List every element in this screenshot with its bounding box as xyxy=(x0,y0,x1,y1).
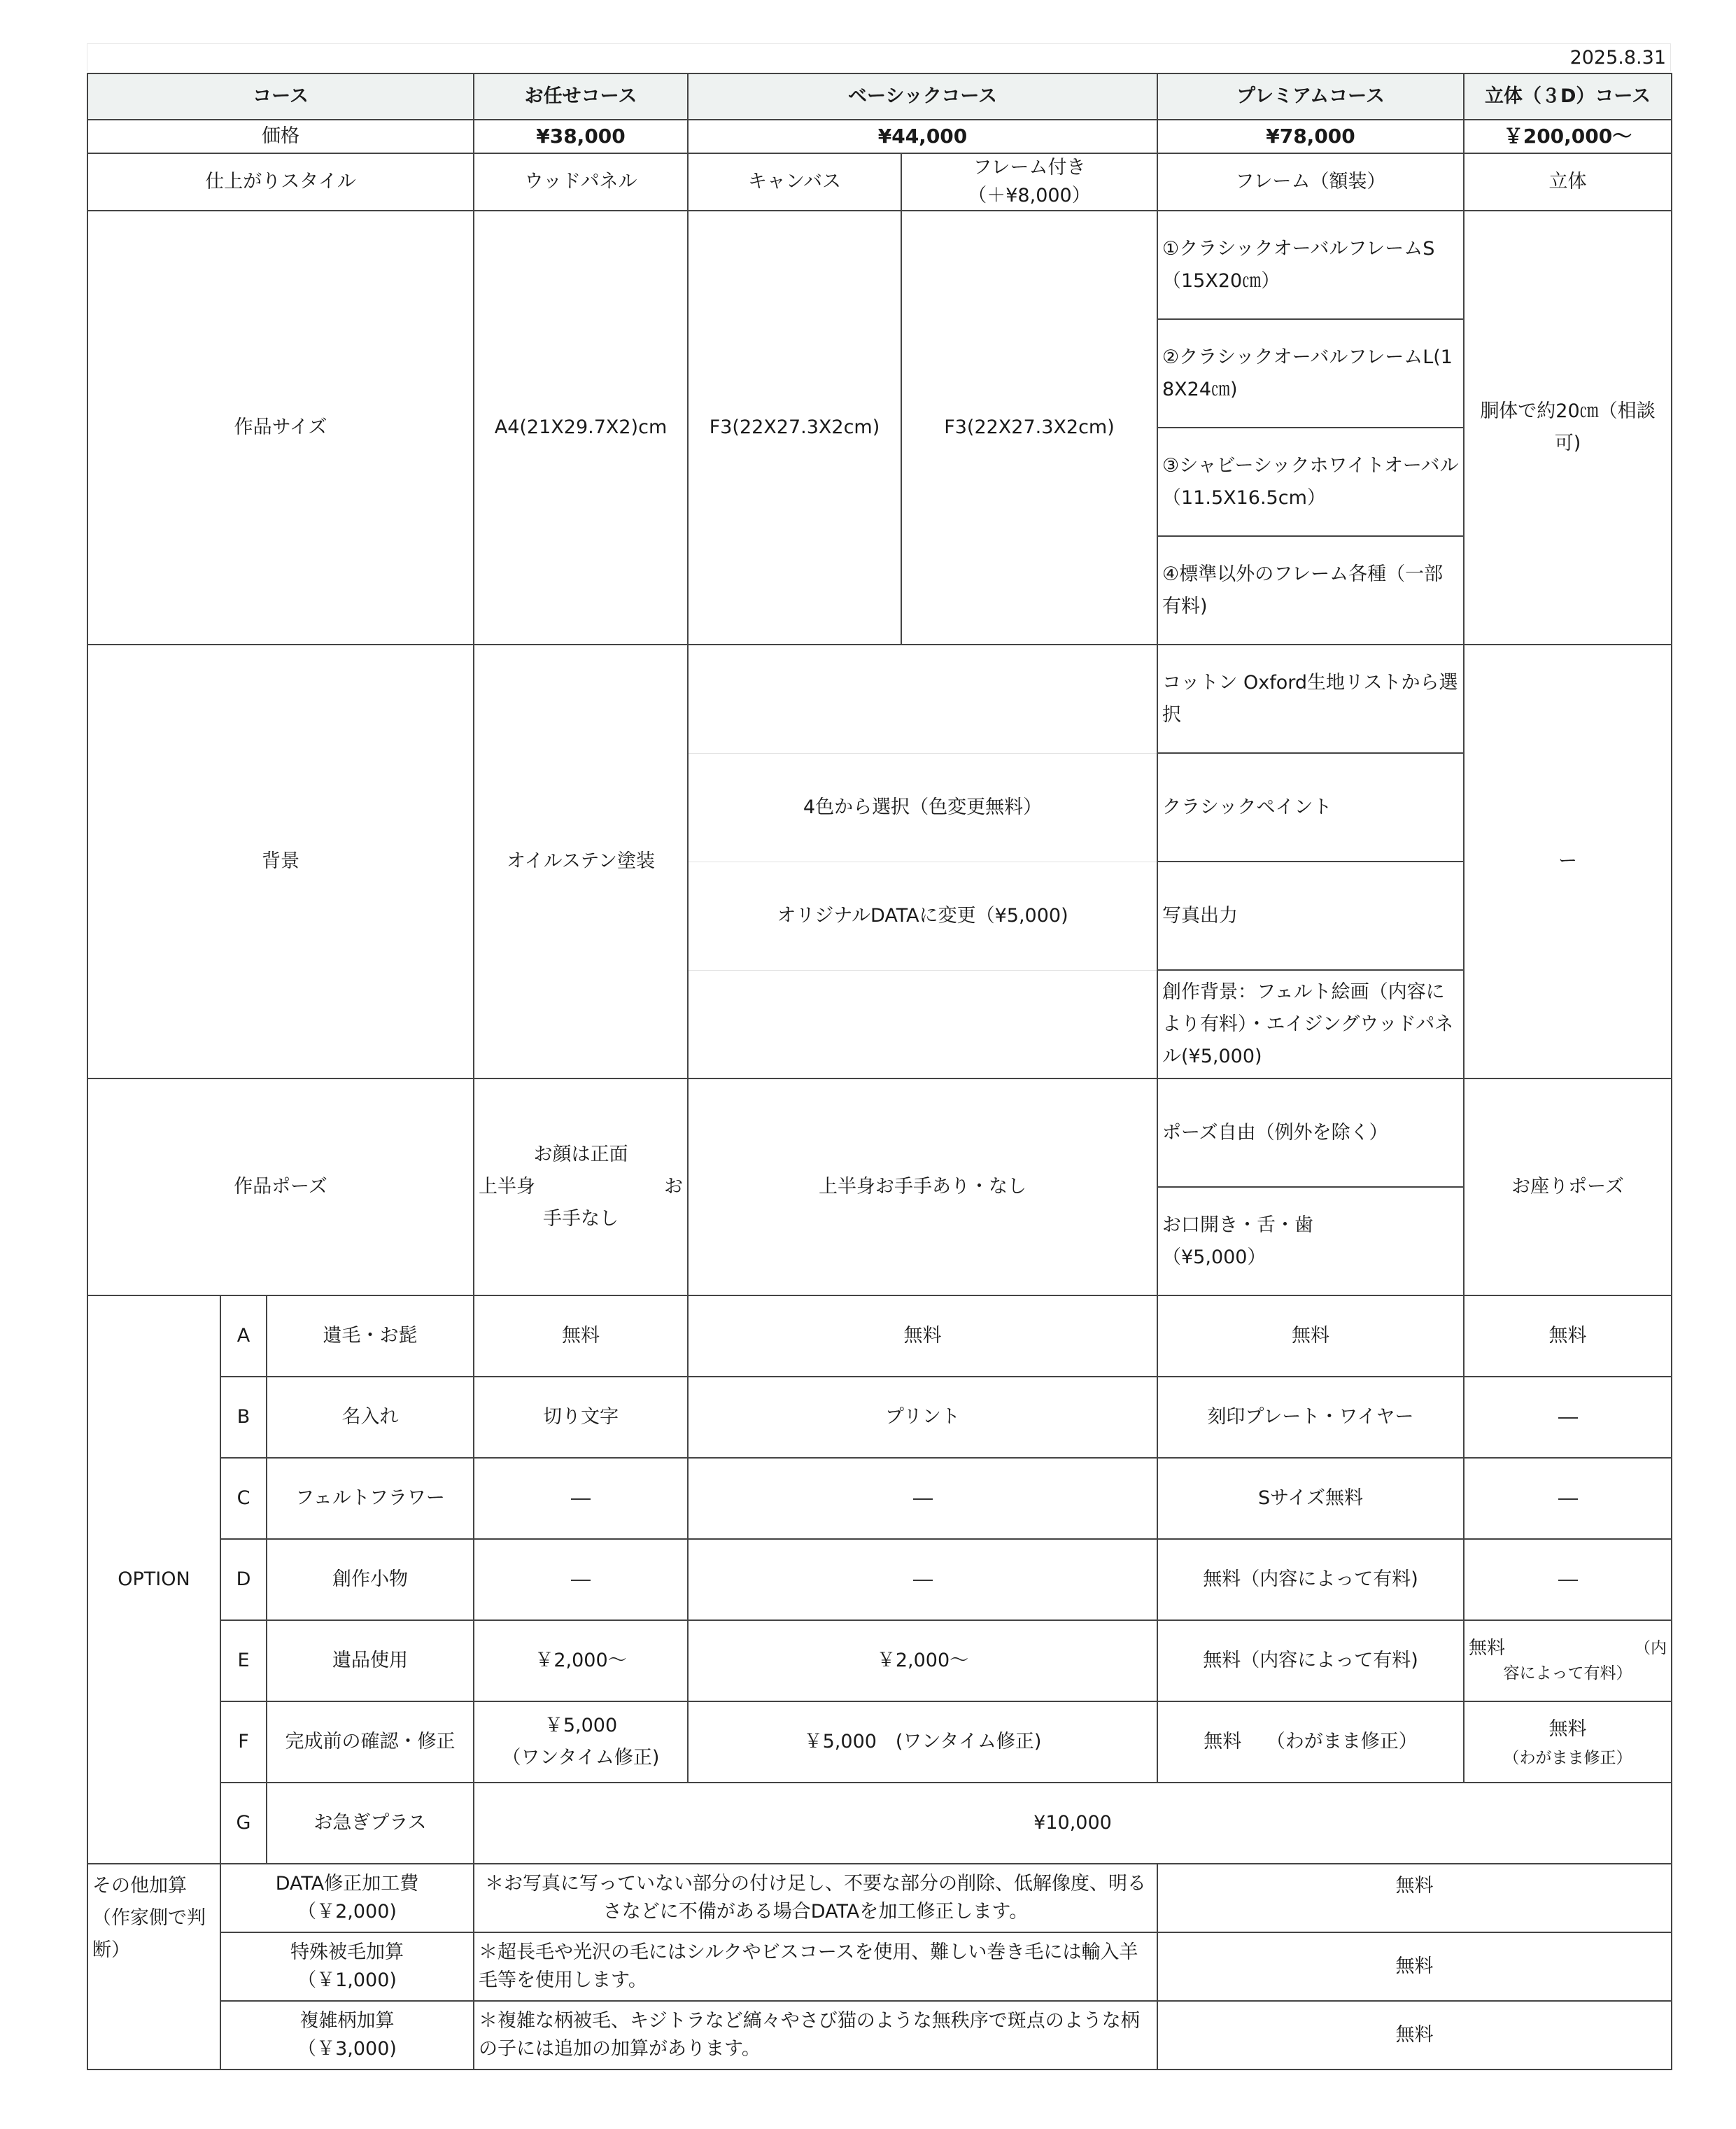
pose-rittai: お座りポーズ xyxy=(1464,1078,1672,1295)
option-f-omakase-line1: ￥5,000 xyxy=(544,1715,618,1736)
option-c-omakase xyxy=(474,1458,688,1539)
option-e-rittai xyxy=(1464,1620,1672,1701)
style-premium: フレーム（額装） xyxy=(1157,153,1464,211)
size-label: 作品サイズ xyxy=(87,211,474,645)
option-a-omakase: 無料 xyxy=(474,1295,688,1377)
extra-3-name xyxy=(220,2001,474,2070)
background-label: 背景 xyxy=(87,645,474,1078)
option-d-name: 創作小物 xyxy=(267,1539,474,1620)
size-basic-canvas: F3(22X27.3X2cm) xyxy=(688,211,901,645)
option-e-premium: 無料（内容によって有料) xyxy=(1157,1620,1464,1701)
pose-premium-2 xyxy=(1157,1187,1464,1295)
price-table xyxy=(87,73,1672,2070)
dash-mark xyxy=(913,1498,933,1500)
size-omakase: A4(21X29.7X2)cm xyxy=(474,211,688,645)
option-a-name: 遺毛・お髭 xyxy=(267,1295,474,1377)
style-rittai: 立体 xyxy=(1464,153,1672,211)
header-omakase: お任せコース xyxy=(474,73,688,120)
background-rittai: ー xyxy=(1464,645,1672,1078)
price-label: 価格 xyxy=(87,120,474,153)
option-c-basic xyxy=(688,1458,1157,1539)
option-e-letter: E xyxy=(220,1620,267,1701)
pose-omakase xyxy=(474,1078,688,1295)
extra-3-name-line2: （￥3,000) xyxy=(297,2038,397,2060)
option-f-name: 完成前の確認・修正 xyxy=(267,1701,474,1783)
option-e-rittai-b: （内 xyxy=(1635,1639,1667,1657)
option-b-letter: B xyxy=(220,1377,267,1458)
option-a-premium: 無料 xyxy=(1157,1295,1464,1377)
style-basic-frame xyxy=(901,153,1157,211)
pose-basic: 上半身お手手あり・なし xyxy=(688,1078,1157,1295)
extra-2-name-line2: （￥1,000) xyxy=(297,1969,397,1991)
option-f-rittai-line2: （わがまま修正） xyxy=(1503,1749,1632,1767)
option-d-premium: 無料（内容によって有料) xyxy=(1157,1539,1464,1620)
option-c-name: フェルトフラワー xyxy=(267,1458,474,1539)
extra-1-desc: ＊お写真に写っていない部分の付け足し、不要な部分の削除、低解像度、明るさなどに不備がある場合DATAを加工修正します。 xyxy=(474,1864,1157,1932)
extra-3-name-line1: 複雑柄加算 xyxy=(299,2010,395,2032)
pose-omakase-line2a: 上半身 xyxy=(479,1176,535,1197)
price-basic: ¥44,000 xyxy=(688,120,1157,153)
extra-1-name xyxy=(220,1864,474,1932)
background-omakase: オイルステン塗装 xyxy=(474,645,688,1078)
header-premium: プレミアムコース xyxy=(1157,73,1464,120)
dash-mark xyxy=(1558,1579,1578,1581)
option-a-basic: 無料 xyxy=(688,1295,1157,1377)
option-f-basic: ￥5,000 (ワンタイム修正) xyxy=(688,1701,1157,1783)
option-e-basic: ￥2,000～ xyxy=(688,1620,1157,1701)
extra-2-name xyxy=(220,1932,474,2001)
option-c-premium: Sサイズ無料 xyxy=(1157,1458,1464,1539)
background-basic-blank-bottom xyxy=(688,970,1157,1078)
dash-mark xyxy=(571,1579,591,1581)
option-e-rittai-line2: 容によって有料） xyxy=(1503,1664,1632,1682)
background-premium-3: 写真出力 xyxy=(1157,862,1464,970)
price-omakase: ¥38,000 xyxy=(474,120,688,153)
size-premium-1: ①クラシックオーバルフレームS（15X20㎝） xyxy=(1157,211,1464,319)
option-d-basic xyxy=(688,1539,1157,1620)
size-premium-3: ③シャビーシックホワイトオーバル（11.5X16.5cm） xyxy=(1157,428,1464,536)
dash-mark xyxy=(913,1579,933,1581)
option-b-rittai xyxy=(1464,1377,1672,1458)
option-g-all: ¥10,000 xyxy=(474,1783,1672,1864)
option-g-letter: G xyxy=(220,1783,267,1864)
size-premium-4: ④標準以外のフレーム各種（一部有料) xyxy=(1157,536,1464,645)
option-e-rittai-a: 無料 xyxy=(1469,1638,1506,1659)
option-f-rittai-line1: 無料 xyxy=(1548,1718,1587,1740)
extra-label: その他加算（作家側で判断） xyxy=(87,1864,220,2070)
extra-1-name-line1: DATA修正加工費 xyxy=(275,1873,419,1895)
size-rittai: 胴体で約20㎝（相談可) xyxy=(1464,211,1672,645)
option-b-omakase: 切り文字 xyxy=(474,1377,688,1458)
pose-omakase-line1: お顔は正面 xyxy=(533,1144,628,1165)
extra-2-desc: ＊超長毛や光沢の毛にはシルクやビスコースを使用、難しい巻き毛には輸入羊毛等を使用します。 xyxy=(474,1932,1157,2001)
option-f-omakase-line2: （ワンタイム修正) xyxy=(502,1747,660,1769)
size-premium-2: ②クラシックオーバルフレームL(18X24㎝) xyxy=(1157,319,1464,428)
header-basic: ベーシックコース xyxy=(688,73,1157,120)
extra-1-value: 無料 xyxy=(1157,1864,1672,1932)
style-basic-frame-line1: フレーム付き xyxy=(973,157,1086,178)
background-premium-2: クラシックペイント xyxy=(1157,753,1464,862)
option-b-basic: プリント xyxy=(688,1377,1157,1458)
pose-premium-1: ポーズ自由（例外を除く） xyxy=(1157,1078,1464,1187)
option-c-rittai xyxy=(1464,1458,1672,1539)
option-e-rittai-line1 xyxy=(1469,1636,1667,1661)
document-date: 2025.8.31 xyxy=(87,43,1671,71)
option-f-omakase xyxy=(474,1701,688,1783)
style-label: 仕上がりスタイル xyxy=(87,153,474,211)
option-a-rittai: 無料 xyxy=(1464,1295,1672,1377)
background-premium-1: コットン Oxford生地リストから選択 xyxy=(1157,645,1464,753)
dash-mark xyxy=(1558,1498,1578,1500)
pose-omakase-line2 xyxy=(479,1171,683,1203)
background-basic-1: 4色から選択（色変更無料） xyxy=(688,753,1157,862)
option-d-rittai xyxy=(1464,1539,1672,1620)
pose-omakase-line3: 手手なし xyxy=(543,1208,619,1230)
option-a-letter: A xyxy=(220,1295,267,1377)
extra-2-name-line1: 特殊被毛加算 xyxy=(290,1941,404,1963)
style-omakase: ウッドパネル xyxy=(474,153,688,211)
option-e-name: 遺品使用 xyxy=(267,1620,474,1701)
option-f-letter: F xyxy=(220,1701,267,1783)
option-f-rittai xyxy=(1464,1701,1672,1783)
pose-label: 作品ポーズ xyxy=(87,1078,474,1295)
extra-2-value: 無料 xyxy=(1157,1932,1672,2001)
price-rittai: ￥200,000～ xyxy=(1464,120,1672,153)
extra-1-name-line2: （￥2,000) xyxy=(297,1901,397,1923)
dash-mark xyxy=(1558,1417,1578,1419)
pose-premium-2-line1: お口開き・舌・歯 xyxy=(1162,1214,1313,1236)
option-g-name: お急ぎプラス xyxy=(267,1783,474,1864)
pose-omakase-line2b: お xyxy=(664,1176,683,1197)
style-basic-frame-line2: （＋¥8,000） xyxy=(968,185,1091,206)
pose-premium-2-line2: （¥5,000） xyxy=(1162,1246,1266,1268)
option-b-name: 名入れ xyxy=(267,1377,474,1458)
style-basic-canvas: キャンバス xyxy=(688,153,901,211)
size-basic-frame: F3(22X27.3X2cm) xyxy=(901,211,1157,645)
background-basic-2: オリジナルDATAに変更（¥5,000) xyxy=(688,862,1157,970)
option-c-letter: C xyxy=(220,1458,267,1539)
background-premium-4: 創作背景：フェルト絵画（内容により有料）・エイジングウッドパネル(¥5,000) xyxy=(1157,970,1464,1078)
background-basic-blank-top xyxy=(688,645,1157,753)
option-label: OPTION xyxy=(87,1295,220,1864)
option-d-letter: D xyxy=(220,1539,267,1620)
extra-3-desc: ＊複雑な柄被毛、キジトラなど縞々やさび猫のような無秩序で斑点のような柄の子には追加の加算があります。 xyxy=(474,2001,1157,2070)
price-premium: ¥78,000 xyxy=(1157,120,1464,153)
option-d-omakase xyxy=(474,1539,688,1620)
dash-mark xyxy=(571,1498,591,1500)
option-b-premium: 刻印プレート・ワイヤー xyxy=(1157,1377,1464,1458)
extra-3-value: 無料 xyxy=(1157,2001,1672,2070)
option-f-premium: 無料 （わがまま修正） xyxy=(1157,1701,1464,1783)
header-rittai: 立体（３D）コース xyxy=(1464,73,1672,120)
option-e-omakase: ￥2,000～ xyxy=(474,1620,688,1701)
header-course: コース xyxy=(87,73,474,120)
